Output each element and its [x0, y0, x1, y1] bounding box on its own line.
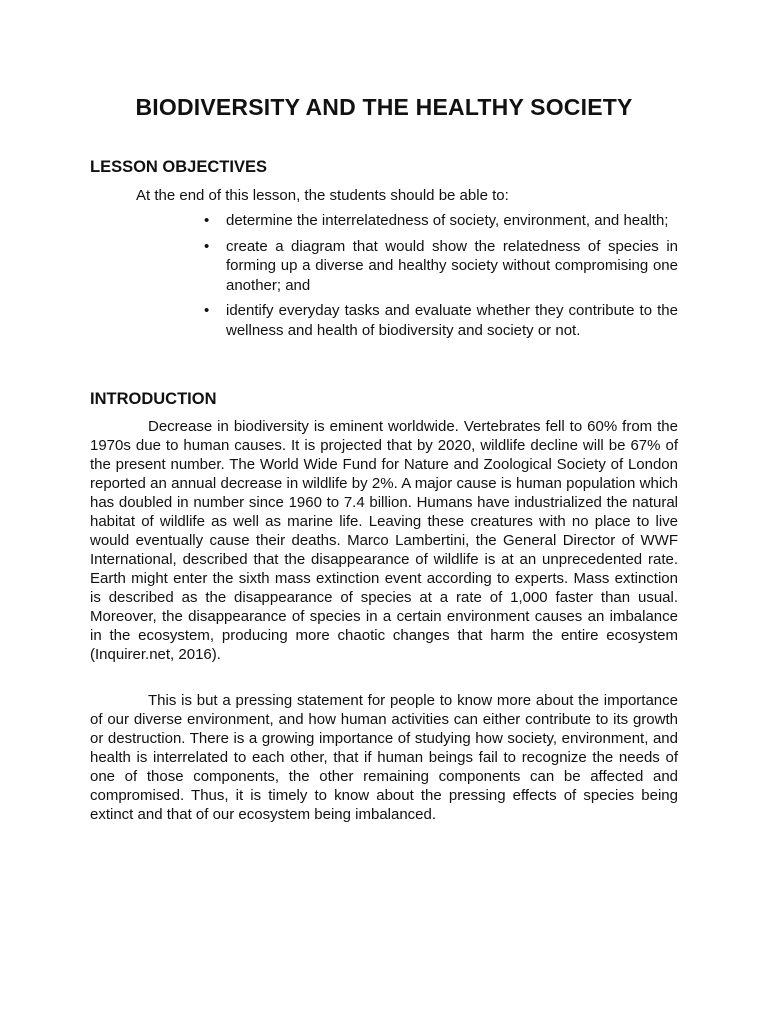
lesson-objectives-heading: LESSON OBJECTIVES	[90, 158, 267, 176]
introduction-heading: INTRODUCTION	[90, 390, 217, 408]
objective-item	[204, 237, 678, 296]
objective-item	[204, 301, 678, 340]
objective-item	[204, 211, 678, 231]
introduction-paragraph: This is but a pressing statement for people to know more about the importance of our diverse environment, and how human activities can either contribute to its growth or destruction. There is a growing importance of studying how society, environment, and health is interrelated to each other, that if human beings fail to recognize the needs of one of those components, the other remaining components can be affected and compromised. Thus, it is timely to know about the pressing effects of species being extinct and that of our ecosystem being imbalanced.	[90, 692, 678, 823]
objectives-lead-text: At the end of this lesson, the students should be able to:	[136, 187, 509, 204]
objective-text: create a diagram that would show the relatedness of species in forming up a diverse and healthy society without compromising one another; and	[226, 237, 678, 294]
objective-text: determine the interrelatedness of society, environment, and health;	[226, 212, 669, 229]
objective-text: identify everyday tasks and evaluate whether they contribute to the wellness and health of biodiversity and society or not.	[226, 302, 678, 339]
document-title: BIODIVERSITY AND THE HEALTHY SOCIETY	[135, 94, 633, 120]
bullet-icon: •	[204, 212, 210, 229]
bullet-icon: •	[204, 302, 210, 319]
objectives-list	[204, 211, 678, 346]
bullet-icon: •	[204, 237, 210, 255]
introduction-paragraph: Decrease in biodiversity is eminent worldwide. Vertebrates fell to 60% from the 1970s due to human causes. It is projected that by 2020, wildlife decline will be 67% of the present number. The World Wide Fund for Nature and Zoological Society of London reported an annual decrease in wildlife by 2%. A major cause is human population which has doubled in number since 1960 to 7.4 billion. Humans have industrialized the natural habitat of wildlife as well as marine life. Leaving these creatures with no place to live would eventually cause their deaths. Marco Lambertini, the General Director of WWF International, described that the disappearance of wildlife is at an unprecedented rate. Earth might enter the sixth mass extinction event according to experts. Mass extinction is described as the disappearance of species at a rate of 1,000 faster than usual. Moreover, the disappearance of species in a certain environment causes an imbalance in the ecosystem, producing more chaotic changes that harm the entire ecosystem (Inquirer.net, 2016).	[90, 418, 678, 663]
